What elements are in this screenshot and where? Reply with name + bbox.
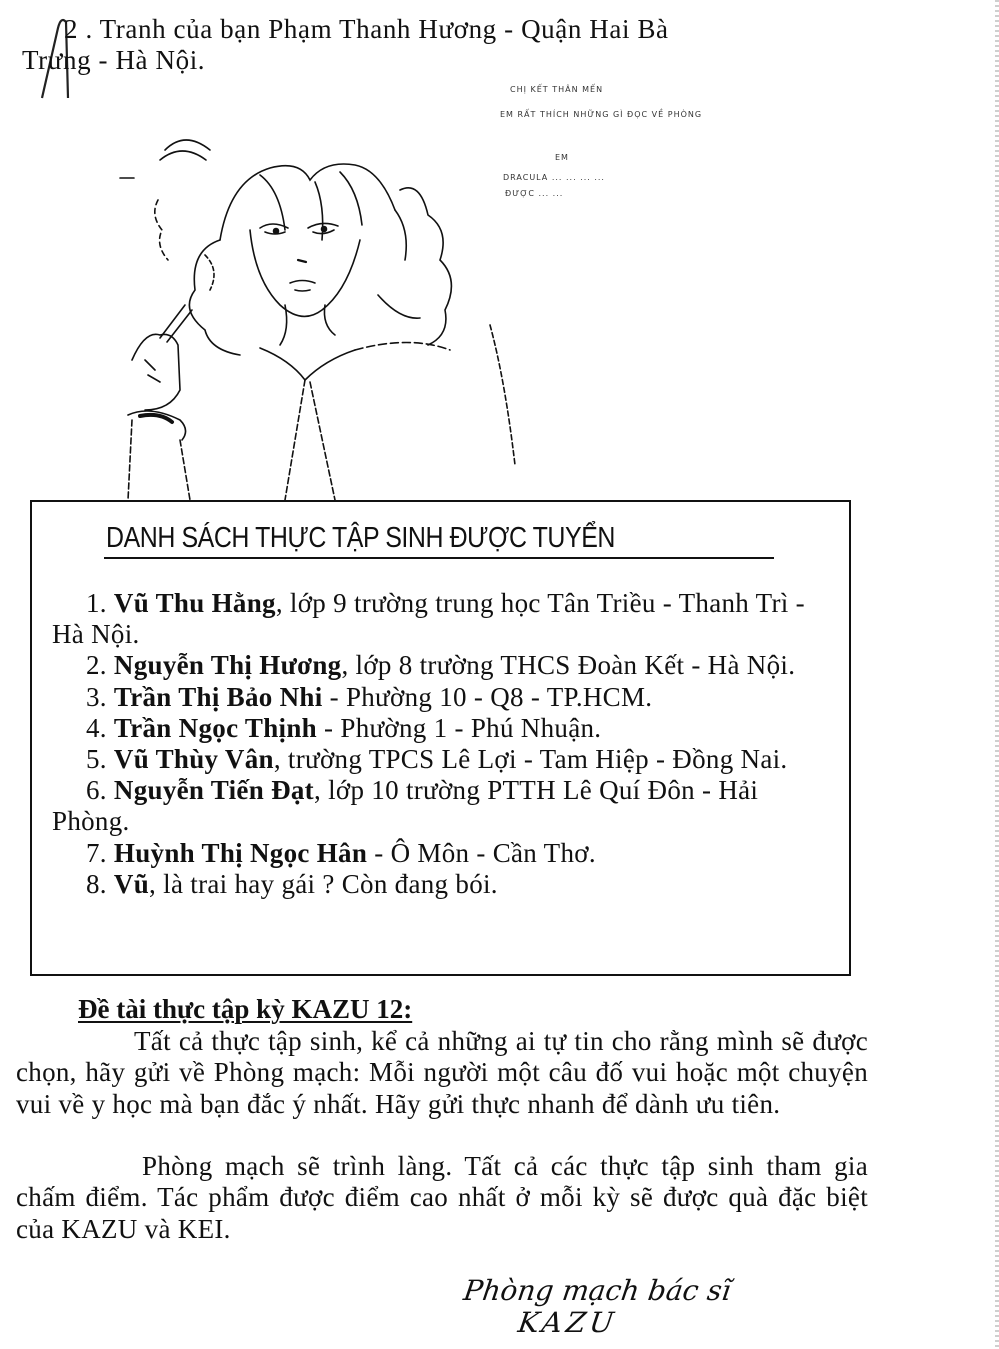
intern-detail: , lớp 9 trường trung học Tân Triều - Thanh Trì - Hà Nội.	[52, 588, 805, 650]
intern-list-box	[30, 500, 851, 976]
item-number: 3.	[86, 681, 107, 712]
item-number: 8.	[86, 868, 107, 899]
topic-paragraph-2: Phòng mạch sẽ trình làng. Tất cả các thực tập sinh tham gia chấm điểm. Tác phẩm được điểm cao nhất ở mỗi kỳ sẽ được quà đặc biệt của KAZU và KEI.	[16, 1151, 868, 1244]
intern-detail: - Phường 10 - Q8 - TP.HCM.	[322, 681, 653, 712]
intern-name: Vũ Thu Hằng	[113, 588, 276, 618]
list-item	[52, 650, 832, 681]
item-number: 5.	[86, 744, 107, 775]
handwritten-notes	[500, 85, 820, 215]
scan-edge	[995, 0, 999, 1349]
character-illustration	[110, 120, 550, 500]
title-underline	[104, 557, 774, 559]
drawing-caption	[22, 14, 852, 76]
caption-line-2: Trưng - Hà Nội.	[22, 45, 206, 75]
list-item	[52, 744, 832, 775]
note-line: EM	[555, 153, 569, 162]
caption-line-1: 2 . Tranh của bạn Phạm Thanh Hương - Quận Hai Bà	[64, 14, 669, 44]
signature-line-2: KAZU	[515, 1306, 620, 1339]
list-item	[52, 682, 832, 713]
intern-name: Vũ	[113, 868, 150, 899]
list-item	[52, 838, 832, 869]
item-number: 1.	[86, 588, 107, 618]
item-number: 2.	[86, 650, 107, 681]
topic-heading: Đề tài thực tập kỳ KAZU 12:	[78, 994, 413, 1024]
item-number: 4.	[86, 712, 107, 743]
intern-list	[52, 588, 832, 900]
note-line: ĐƯỢC ... ...	[505, 189, 564, 198]
intern-detail: , là trai hay gái ? Còn đang bói.	[149, 868, 498, 899]
list-title: DANH SÁCH THỰC TẬP SINH ĐƯỢC TUYỂN	[106, 522, 615, 554]
note-line: EM RẤT THÍCH NHỮNG GÌ ĐỌC VỀ PHÒNG	[500, 110, 703, 119]
intern-detail: , trường TPCS Lê Lợi - Tam Hiệp - Đồng Nai.	[273, 744, 788, 775]
signature	[451, 1275, 740, 1339]
intern-detail: - Phường 1 - Phú Nhuận.	[316, 712, 602, 743]
intern-detail: , lớp 8 trường THCS Đoàn Kết - Hà Nội.	[341, 650, 796, 681]
intern-name: Trần Ngọc Thịnh	[113, 712, 317, 743]
intern-detail: , lớp 10 trường PTTH Lê Quí Đôn - Hải Phòng.	[52, 775, 759, 837]
intern-name: Nguyễn Tiến Đạt	[113, 775, 314, 806]
list-item	[52, 588, 832, 650]
intern-detail: - Ô Môn - Cần Thơ.	[367, 837, 596, 868]
list-item	[52, 869, 832, 900]
note-line: DRACULA ... ... ... ...	[503, 173, 605, 182]
signature-line-1: Phòng mạch bác sĩ	[461, 1274, 734, 1307]
item-number: 7.	[86, 837, 107, 868]
intern-name: Nguyễn Thị Hương	[113, 650, 342, 681]
list-item	[52, 713, 832, 744]
topic-paragraph-1: Tất cả thực tập sinh, kể cả những ai tự tin cho rằng mình sẽ được chọn, hãy gửi về Phòng mạch: Mỗi người một câu đố vui hoặc một chuyện vui về y học mà bạn đắc ý nhất. Hãy gửi thực nhanh để dành ưu tiên.	[16, 1026, 868, 1119]
item-number: 6.	[86, 775, 107, 806]
intern-name: Vũ Thùy Vân	[113, 744, 274, 775]
intern-name: Huỳnh Thị Ngọc Hân	[113, 837, 368, 868]
list-item	[52, 775, 832, 837]
note-line: CHỊ KẾT THÂN MẾN	[510, 85, 604, 94]
intern-name: Trần Thị Bảo Nhi	[113, 681, 323, 712]
